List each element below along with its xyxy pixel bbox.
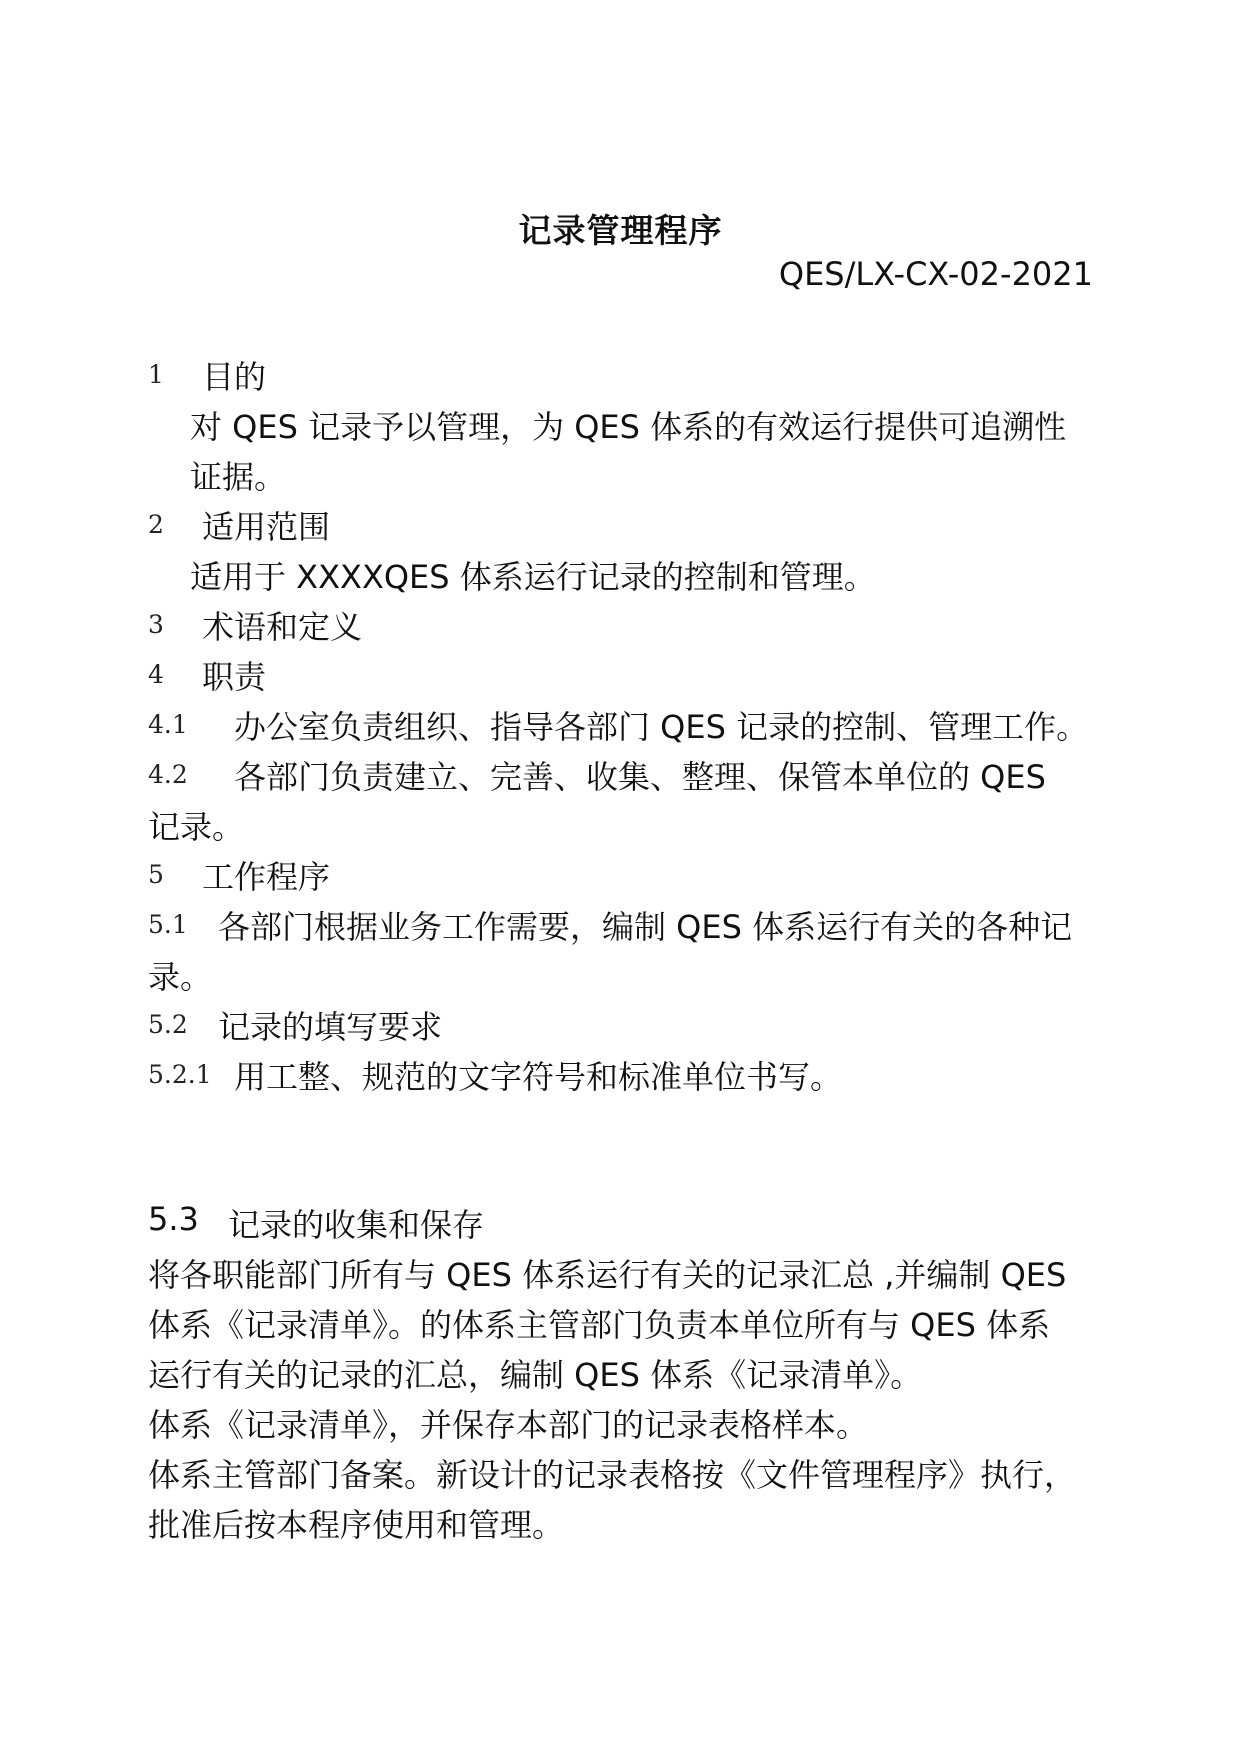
section-5-3-number: 5.3 [148, 1200, 199, 1238]
section-5-3-heading: 记录的收集和保存 [228, 1206, 485, 1244]
section-5-2-heading: 记录的填写要求 [218, 1008, 443, 1046]
section-4-2-number: 4.2 [148, 760, 188, 789]
section-5-3-text-line: 体系《记录清单》，并保存本部门的记录表格样本。 [148, 1406, 869, 1444]
section-4-1-number: 4.1 [148, 710, 188, 739]
section-5-2-number: 5.2 [148, 1010, 188, 1039]
section-1-heading: 目的 [202, 358, 267, 396]
section-4-heading: 职责 [202, 658, 267, 696]
section-5-3-text-line: 体系主管部门备案。新设计的记录表格按《文件管理程序》执行， [148, 1456, 1077, 1494]
section-4-2-text-line: 各部门负责建立、完善、收集、整理、保管本单位的 QES [234, 758, 1046, 796]
section-1-text-line: 对 QES 记录予以管理，为 QES 体系的有效运行提供可追溯性 [190, 408, 1067, 446]
section-5-3-text-line: 运行有关的记录的汇总，编制 QES 体系《记录清单》。 [148, 1356, 923, 1394]
section-5-3-text-line: 将各职能部门所有与 QES 体系运行有关的记录汇总 ,并编制 QES [148, 1256, 1067, 1294]
section-2-text: 适用于 XXXXQES 体系运行记录的控制和管理。 [190, 558, 876, 596]
section-5-1-text-line: 各部门根据业务工作需要，编制 QES 体系运行有关的各种记 [218, 908, 1073, 946]
section-4-number: 4 [148, 660, 164, 689]
section-5-3-text-line: 体系《记录清单》。的体系主管部门负责本单位所有与 QES 体系 [148, 1306, 1051, 1344]
document-title: 记录管理程序 [518, 211, 723, 250]
section-3-heading: 术语和定义 [202, 608, 363, 646]
section-5-3-text-line: 批准后按本程序使用和管理。 [148, 1506, 565, 1544]
section-4-1-text: 办公室负责组织、指导各部门 QES 记录的控制、管理工作。 [234, 708, 1089, 746]
section-1-text-line: 证据。 [190, 458, 287, 496]
section-5-2-1-number: 5.2.1 [148, 1060, 212, 1089]
section-5-number: 5 [148, 860, 164, 889]
section-1-number: 1 [148, 360, 164, 389]
section-5-2-1-text: 用工整、规范的文字符号和标准单位书写。 [234, 1058, 843, 1096]
section-5-1-text-line: 录。 [148, 958, 213, 996]
section-2-heading: 适用范围 [202, 508, 331, 546]
section-3-number: 3 [148, 610, 164, 639]
document-number: QES/LX-CX-02-2021 [778, 255, 1093, 293]
section-5-1-number: 5.1 [148, 910, 188, 939]
section-4-2-text-line: 记录。 [148, 808, 245, 846]
section-2-number: 2 [148, 510, 164, 539]
section-5-heading: 工作程序 [202, 858, 331, 896]
